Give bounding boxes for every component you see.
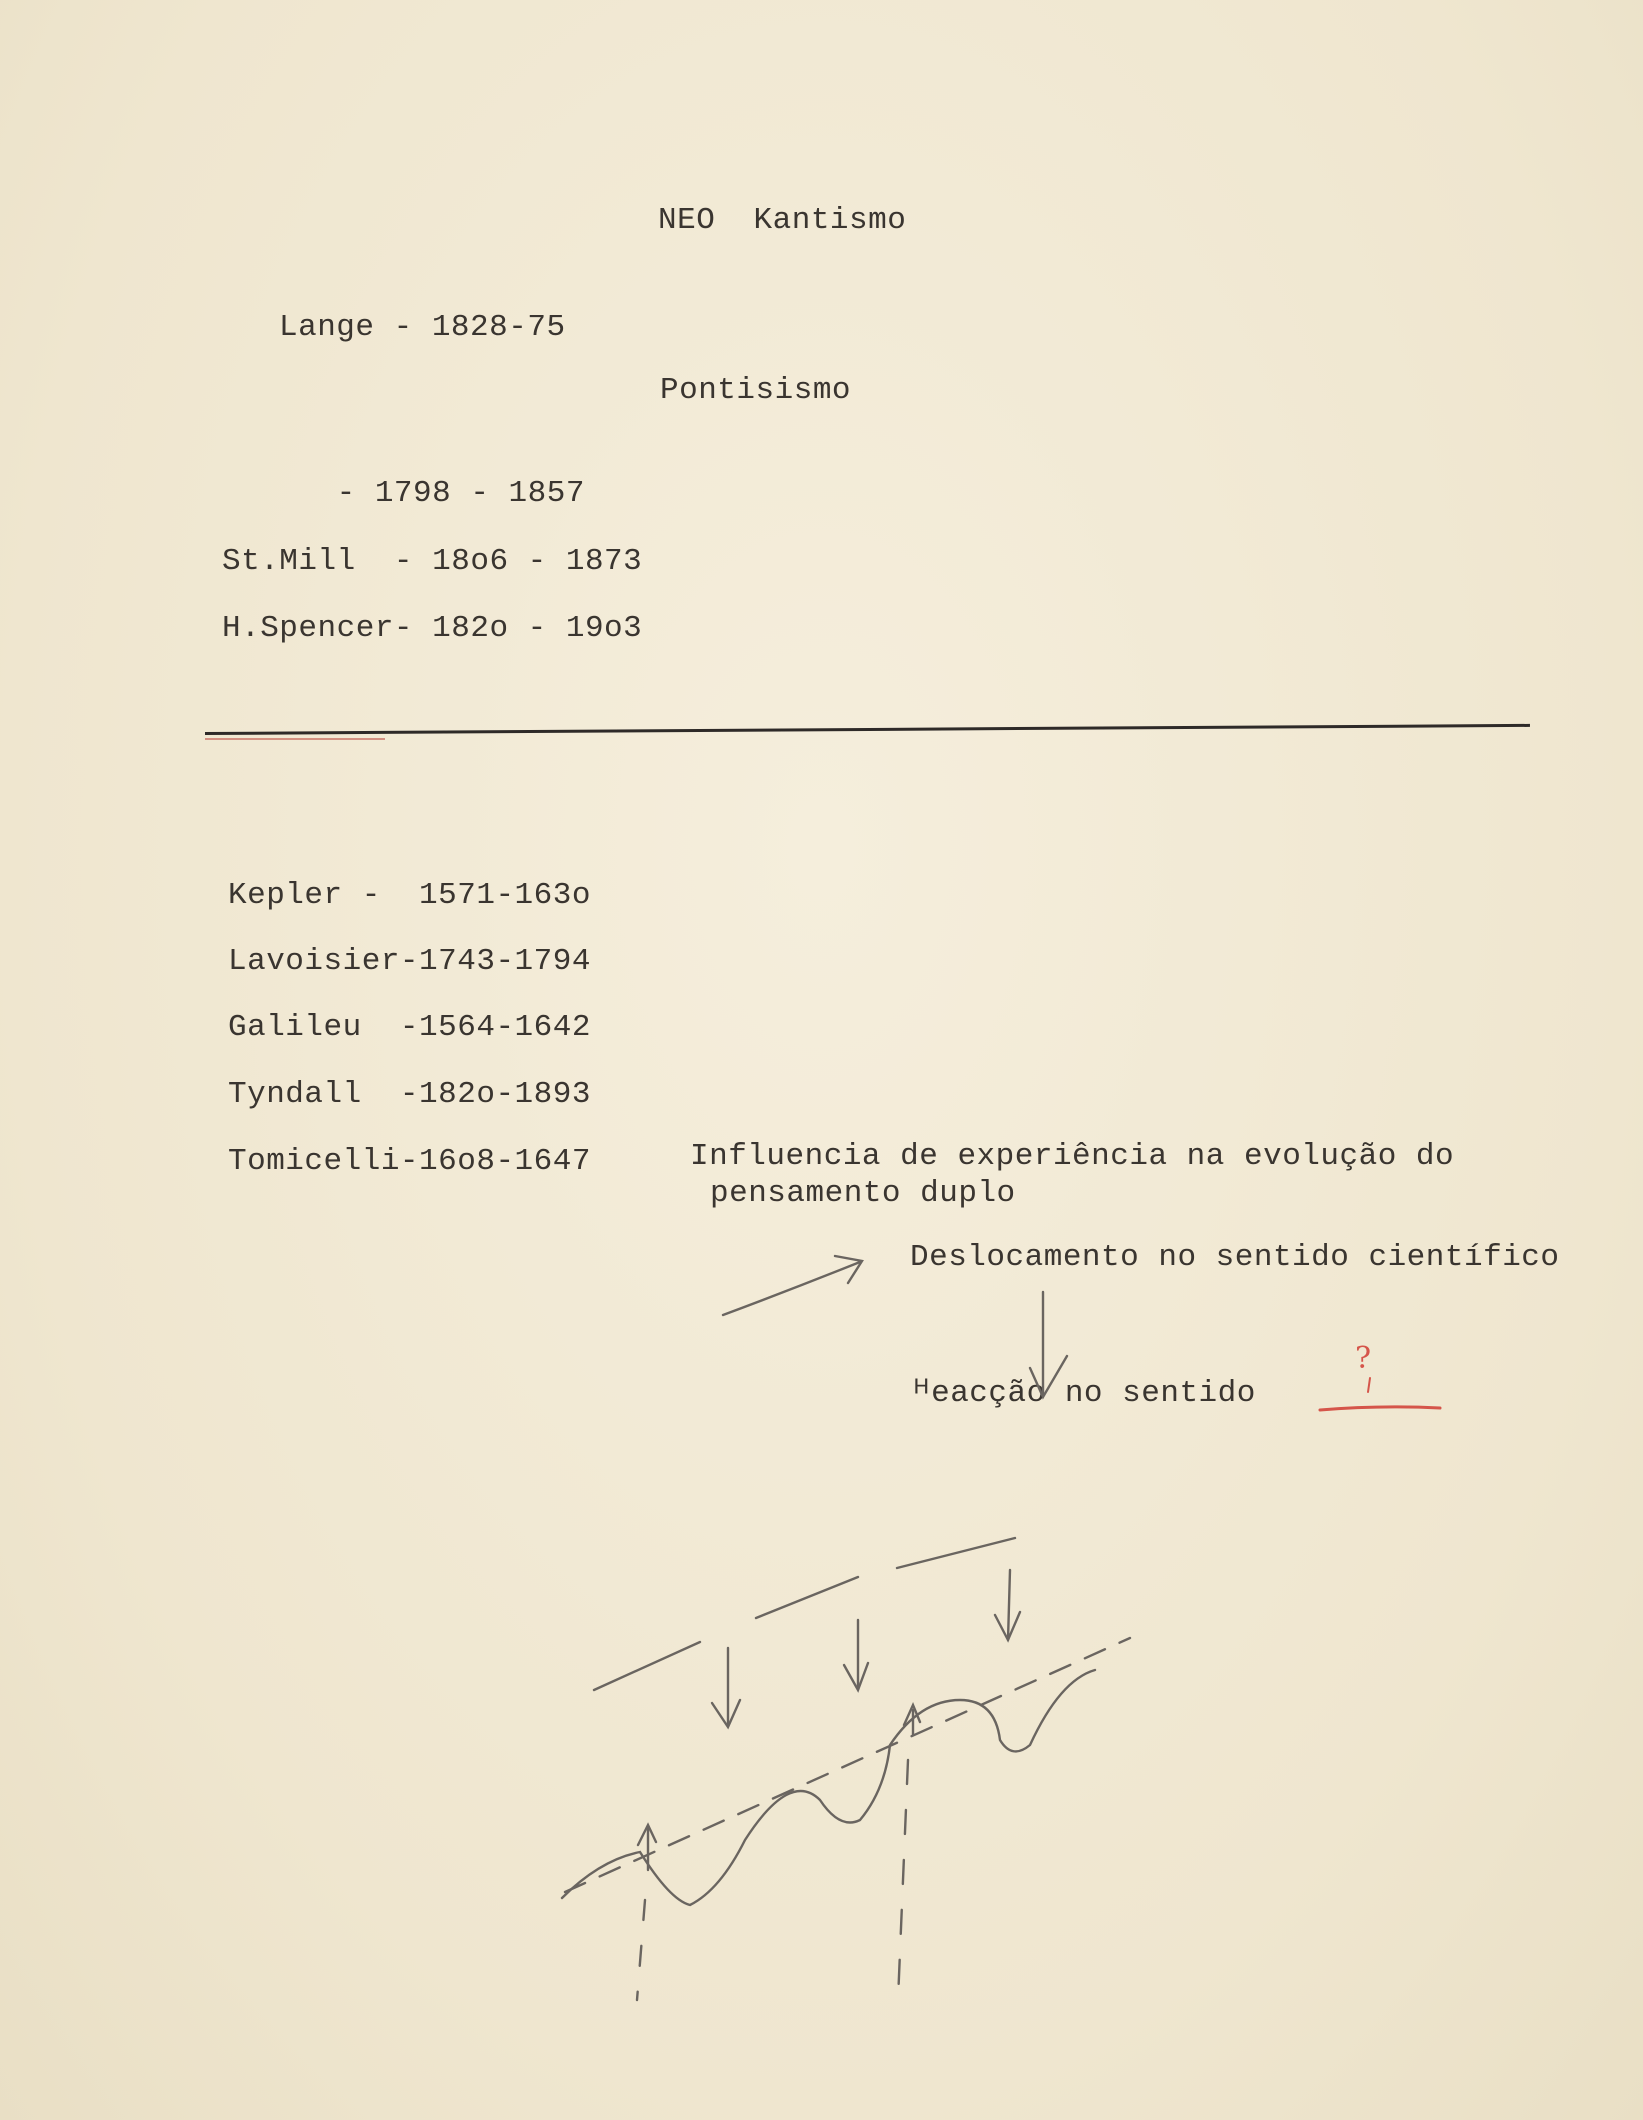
philosopher-row: St.Mill - 18o6 - 1873: [222, 544, 643, 579]
philosopher-row: - 1798 - 1857: [222, 476, 585, 511]
scientist-row: Lavoisier-1743-1794: [228, 944, 591, 979]
red-question-mark: ?: [1355, 1341, 1372, 1376]
philosopher-row: H.Spencer- 182o - 19o3: [222, 611, 643, 646]
scientist-row: Tyndall -182o-1893: [228, 1077, 591, 1112]
pontisismo-heading: Pontisismo: [660, 373, 852, 408]
influence-note-line2: pensamento duplo: [710, 1176, 1016, 1211]
curved-arrow-icon: [723, 1262, 860, 1315]
influence-note-line1: Influencia de experiência na evolução do: [690, 1139, 1455, 1174]
scientist-row: Tomicelli-16o8-1647: [228, 1144, 591, 1179]
scientist-row: Galileu -1564-1642: [228, 1010, 591, 1045]
scientist-row: Kepler - 1571-163o: [228, 878, 591, 913]
reaccao-note: ᴴeacção no sentido: [912, 1376, 1256, 1411]
deslocamento-note: Deslocamento no sentido científico: [910, 1240, 1560, 1275]
page-title: NEO Kantismo: [658, 203, 907, 238]
lange-entry: Lange - 1828-75: [279, 310, 566, 345]
